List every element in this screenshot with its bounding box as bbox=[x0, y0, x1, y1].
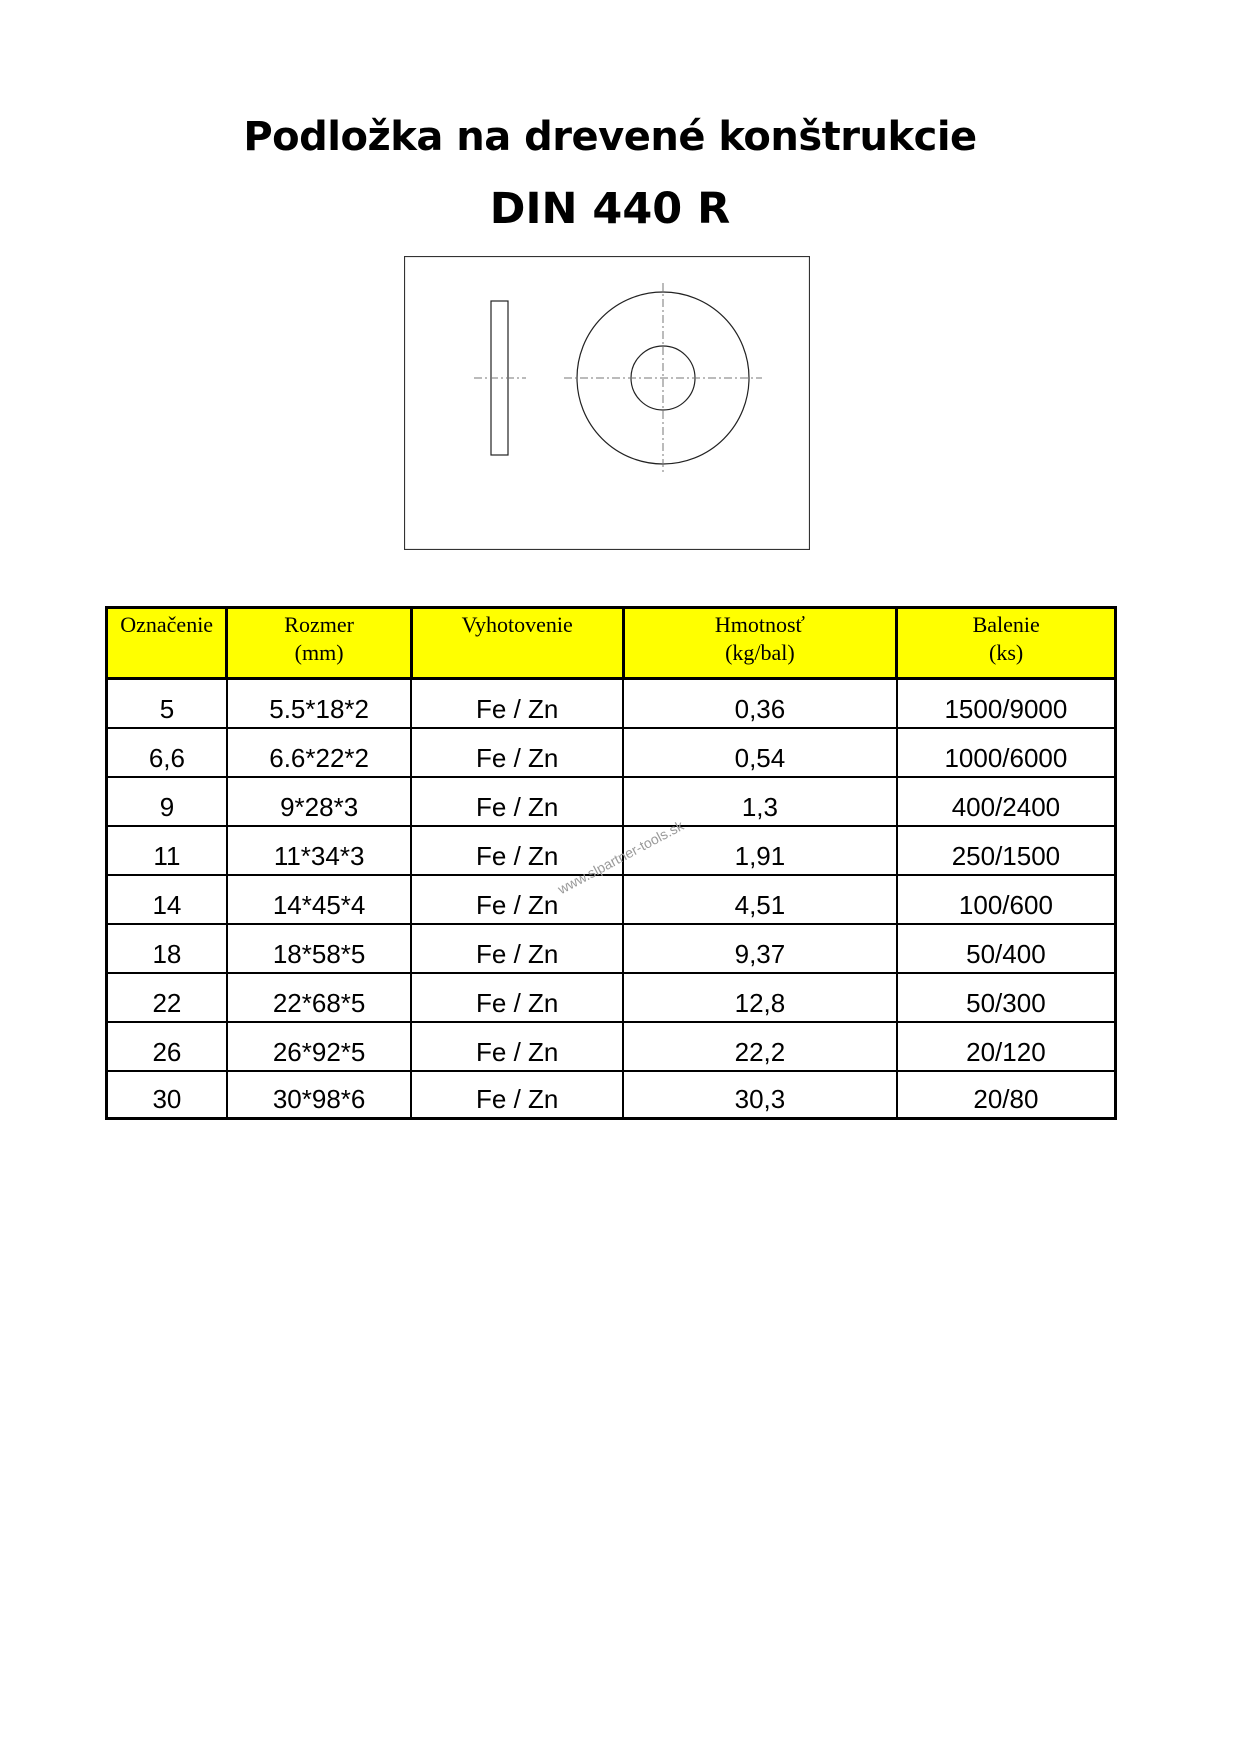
table-row bbox=[107, 679, 1116, 729]
cell-vyhotovenie: Fe / Zn bbox=[411, 826, 623, 875]
cell-vyhotovenie: Fe / Zn bbox=[411, 973, 623, 1022]
cell-hmotnost: 12,8 bbox=[623, 973, 897, 1022]
cell-balenie: 1000/6000 bbox=[897, 728, 1116, 777]
cell-oznacenie: 26 bbox=[107, 1022, 227, 1071]
cell-rozmer: 5.5*18*2 bbox=[227, 679, 412, 729]
cell-balenie: 250/1500 bbox=[897, 826, 1116, 875]
drawing-frame bbox=[405, 257, 810, 550]
header-balenie bbox=[897, 608, 1116, 679]
cell-rozmer: 9*28*3 bbox=[227, 777, 412, 826]
column-header-unit: (ks) bbox=[989, 640, 1024, 665]
table-row bbox=[107, 924, 1116, 973]
table-row bbox=[107, 973, 1116, 1022]
cell-hmotnost: 22,2 bbox=[623, 1022, 897, 1071]
column-header-label: Rozmer bbox=[284, 612, 354, 637]
cell-rozmer: 26*92*5 bbox=[227, 1022, 412, 1071]
page-title: Podložka na drevené konštrukcie bbox=[243, 114, 977, 160]
header-oznacenie bbox=[107, 608, 227, 679]
cell-balenie: 20/80 bbox=[973, 1084, 1039, 1114]
cell-vyhotovenie: Fe / Zn bbox=[411, 728, 623, 777]
cell-balenie: 1500/9000 bbox=[897, 679, 1116, 729]
cell-vyhotovenie: Fe / Zn bbox=[411, 924, 623, 973]
cell-balenie: 100/600 bbox=[897, 875, 1116, 924]
header-rozmer bbox=[227, 608, 412, 679]
cell-oznacenie: 5 bbox=[107, 679, 227, 729]
cell-rozmer: 14*45*4 bbox=[227, 875, 412, 924]
table-header-row bbox=[107, 608, 1116, 679]
cell-hmotnost: 0,54 bbox=[623, 728, 897, 777]
column-header-unit: (kg/bal) bbox=[725, 640, 795, 665]
table-row bbox=[107, 1071, 1116, 1119]
cell-rozmer: 22*68*5 bbox=[227, 973, 412, 1022]
cell-balenie: 20/120 bbox=[897, 1022, 1116, 1071]
cell-oznacenie: 6,6 bbox=[107, 728, 227, 777]
cell-balenie: 50/400 bbox=[897, 924, 1116, 973]
cell-oznacenie: 30 bbox=[107, 1071, 227, 1119]
watermark: www.slpartner-tools.sk bbox=[555, 817, 687, 898]
cell-hmotnost: 4,51 bbox=[623, 875, 897, 924]
washer-technical-drawing bbox=[404, 256, 810, 550]
column-header-unit: (mm) bbox=[294, 640, 344, 665]
cell-vyhotovenie: Fe / Zn bbox=[411, 875, 623, 924]
cell-hmotnost: 0,36 bbox=[623, 679, 897, 729]
cell-vyhotovenie: Fe / Zn bbox=[411, 1022, 623, 1071]
column-header-label: Označenie bbox=[120, 612, 214, 637]
cell-oznacenie: 14 bbox=[107, 875, 227, 924]
column-header-label: Hmotnosť bbox=[714, 612, 805, 637]
cell-hmotnost: 30,3 bbox=[623, 1071, 897, 1119]
cell-balenie: 50/300 bbox=[897, 973, 1116, 1022]
cell-hmotnost: 9,37 bbox=[623, 924, 897, 973]
cell-oznacenie: 22 bbox=[107, 973, 227, 1022]
page-subtitle: DIN 440 R bbox=[489, 184, 731, 234]
table-row bbox=[107, 875, 1116, 924]
header-vyhotovenie bbox=[411, 608, 623, 679]
table-row bbox=[107, 777, 1116, 826]
cell-vyhotovenie: Fe / Zn bbox=[411, 777, 623, 826]
cell-rozmer: 11*34*3 bbox=[227, 826, 412, 875]
column-header-label: Balenie bbox=[972, 612, 1040, 637]
cell-hmotnost: 1,3 bbox=[623, 777, 897, 826]
cell-oznacenie: 18 bbox=[107, 924, 227, 973]
cell-oznacenie: 11 bbox=[107, 826, 227, 875]
cell-rozmer: 6.6*22*2 bbox=[227, 728, 412, 777]
column-header-label: Vyhotovenie bbox=[461, 612, 573, 637]
table-row bbox=[107, 728, 1116, 777]
cell-hmotnost: 1,91 bbox=[623, 826, 897, 875]
cell-vyhotovenie: Fe / Zn bbox=[411, 1071, 623, 1119]
cell-rozmer: 18*58*5 bbox=[227, 924, 412, 973]
cell-balenie: 400/2400 bbox=[897, 777, 1116, 826]
cell-oznacenie: 9 bbox=[107, 777, 227, 826]
table-body bbox=[107, 679, 1116, 1119]
header-hmotnost bbox=[623, 608, 897, 679]
cell-rozmer: 30*98*6 bbox=[227, 1071, 412, 1119]
cell-vyhotovenie: Fe / Zn bbox=[411, 679, 623, 729]
table-row bbox=[107, 1022, 1116, 1071]
